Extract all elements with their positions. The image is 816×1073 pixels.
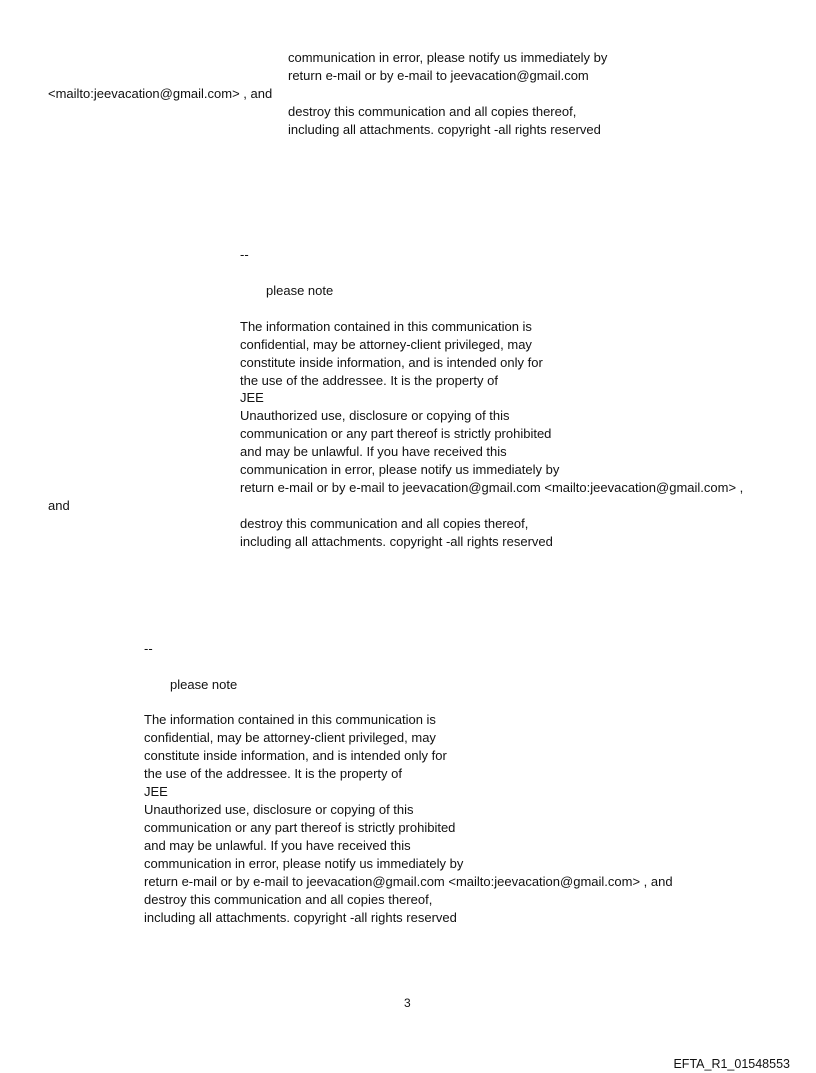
text-line: destroy this communication and all copies thereof,	[144, 892, 433, 907]
text-line: constitute inside information, and is intended only for	[144, 748, 447, 763]
text-line: including all attachments. copyright -all rights reserved	[240, 534, 553, 549]
text-line: communication in error, please notify us immediately by	[288, 50, 608, 65]
text-line: the use of the addressee. It is the property of	[240, 373, 498, 388]
text-line: destroy this communication and all copies thereof,	[288, 104, 577, 119]
text-line: and may be unlawful. If you have received this	[240, 444, 507, 459]
text-line: return e-mail or by e-mail to jeevacation@gmail.com	[288, 68, 589, 83]
text-line: communication in error, please notify us immediately by	[240, 462, 560, 477]
text-line: including all attachments. copyright -all rights reserved	[288, 122, 601, 137]
text-line: and may be unlawful. If you have received this	[144, 838, 411, 853]
text-line: confidential, may be attorney-client privileged, may	[240, 337, 532, 352]
separator: --	[240, 247, 249, 262]
section-heading: please note	[170, 677, 238, 692]
text-line: Unauthorized use, disclosure or copying of this	[144, 802, 414, 817]
page-number: 3	[404, 996, 411, 1010]
section-heading: please note	[266, 283, 334, 298]
text-line: destroy this communication and all copies thereof,	[240, 516, 529, 531]
text-line: including all attachments. copyright -all rights reserved	[144, 910, 457, 925]
text-line: and	[48, 498, 70, 513]
text-line: JEE	[144, 784, 168, 799]
text-line: return e-mail or by e-mail to jeevacation@gmail.com <mailto:jeevacation@gmail.com> ,	[240, 480, 744, 495]
text-line: communication in error, please notify us immediately by	[144, 856, 464, 871]
text-line: <mailto:jeevacation@gmail.com> , and	[48, 86, 273, 101]
text-line: constitute inside information, and is intended only for	[240, 355, 543, 370]
text-line: communication or any part thereof is strictly prohibited	[144, 820, 456, 835]
separator: --	[144, 641, 153, 656]
document-id: EFTA_R1_01548553	[673, 1057, 790, 1071]
text-line: The information contained in this communication is	[240, 319, 532, 334]
text-line: Unauthorized use, disclosure or copying of this	[240, 408, 510, 423]
text-line: The information contained in this communication is	[144, 712, 436, 727]
text-line: the use of the addressee. It is the property of	[144, 766, 402, 781]
text-line: JEE	[240, 390, 264, 405]
text-line: return e-mail or by e-mail to jeevacation@gmail.com <mailto:jeevacation@gmail.com> , and	[144, 874, 673, 889]
text-line: communication or any part thereof is strictly prohibited	[240, 426, 552, 441]
text-line: confidential, may be attorney-client privileged, may	[144, 730, 436, 745]
